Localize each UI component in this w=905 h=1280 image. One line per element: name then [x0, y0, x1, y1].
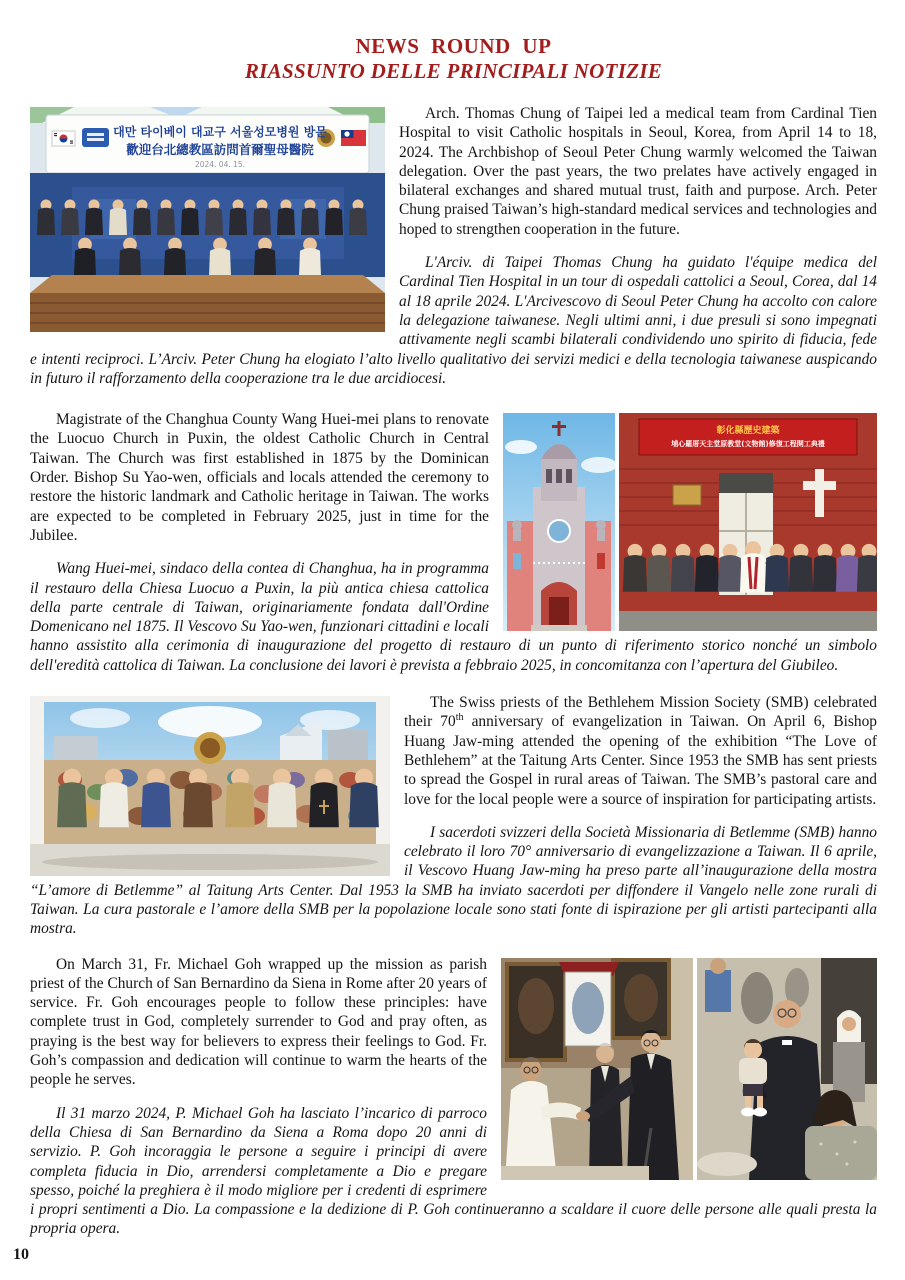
nun-figure — [833, 1010, 865, 1102]
news-3-english-pre: The Swiss priests of the Bethlehem Mission Society (SMB) celebrated their 70 — [404, 694, 877, 731]
news-4-italian: Il 31 marzo 2024, P. Michael Goh ha lasciato l’incarico di parroco della Chiesa di San Bernardino da Siena a Roma dopo 20 anni di servizio. P. Goh incoraggia le persone a seguire i principi di avere completa fiducia in Dio, arrendersi completamente a Dio e pregare spesso, poiché la preghiera è il modo migliore per i credenti di esprimere i propri sentimenti a Dio. La compassione e la dedizione di P. Goh continueranno a scaldare il cuore delle persone alle quali presta la propria opera. — [30, 1104, 877, 1238]
taiwan-flag-icon — [341, 130, 366, 146]
church-floor — [501, 1166, 649, 1180]
news-item-luocuo-church — [30, 410, 877, 675]
news-1-italian: L'Arciv. di Taipei Thomas Chung ha guidato l'équipe medica del Cardinal Tien Hospital in un tour di ospedali cattolici a Seoul, Corea, dal 14 al 18 aprile 2024. L'Arcivescovo di Seoul Peter Chung ha accolto con calore la delegazione taiwanese. Negli ultimi anni, i due presuli si sono impegnati attivamente negli scambi bilaterali condividendo uno spirito di fiducia, fede e intenti reciproci. L’Arciv. Peter Chung ha elogiato l’alto livello qualitativo dei servizi medici e della tecnologia taiwanese auspicando in futuro il rafforzamento della cooperazione tra le due arcidiocesi. — [30, 254, 877, 387]
banner-korean-text: 대만 타이베이 대교구 서울성모병원 방문 — [113, 125, 327, 139]
banner-chinese-text: 歡迎台北總教區訪問首爾聖母醫院 — [126, 142, 314, 157]
news-4-english: On March 31, Fr. Michael Goh wrapped up the mission as parish priest of the Church of San Bernardino da Siena in Rome after 20 years of service. Fr. Goh encourages people to follow these principles: have complete trust in God, completely surrender to God and pray often, as praying is the best way for believers to express their feelings to God. Fr. Goh’s compassion and dedication will continue to warm the hearts of the people he serves. — [30, 955, 487, 1089]
photo-church-facade — [503, 413, 615, 631]
page-title: NEWS ROUND UP — [355, 34, 552, 58]
photo-priest-with-child — [697, 958, 877, 1180]
news-item-seoul-visit — [30, 104, 877, 388]
photo-mural-group — [30, 696, 390, 876]
news-item-fr-goh — [30, 955, 877, 1239]
ceremony-banner — [639, 419, 857, 455]
photo-brick-ceremony — [619, 413, 877, 631]
photo-luocuo-pair — [503, 413, 877, 631]
hospital-logo-icon — [82, 128, 109, 147]
news-item-smb-anniversary — [30, 693, 877, 939]
news-3-italian: I sacerdoti svizzeri della Società Missionaria di Betlemme (SMB) hanno celebrato il loro 70° anniversario di evangelizzazione a Taiwan. Il 6 aprile, il Vescovo Huang Jaw-ming ha preso parte all’inaugurazione della mostra “L’amore di Betlemme” al Taitung Arts Center. Dal 1953 la SMB ha inviato sacerdoti per diffondere il Vangelo nelle zone rurali di Taiwan. La cura pastorale e l’amore della SMB per la popolazione locale sono stati fonte di ispirazione per gli artisti partecipanti alla mostra. — [30, 823, 877, 938]
conference-table — [30, 275, 385, 332]
page-number: 10 — [13, 1246, 29, 1263]
korea-flag-icon — [52, 131, 75, 146]
photo-seoul-group — [30, 107, 385, 332]
photo-goh-pair — [501, 958, 877, 1180]
news-2-english: Magistrate of the Changhua County Wang Huei-mei plans to renovate the Luocuo Church in Puxin, the oldest Catholic Church in Central Taiwan. The Church was first established in 1875 by the Dominican Order. Bishop Su Yao-wen, officials and locals attended the ceremony to restore the historic landmark and Catholic heritage in Taiwan. The works are expected to be completed in February 2025, just in time for the Jubilee. — [30, 411, 489, 544]
ground — [619, 611, 877, 631]
news-3-english-post: anniversary of evangelization in Taiwan. On April 6, Bishop Huang Jaw-ming attended the opening of the exhibition “The Love of Bethlehem” at the Taitung Arts Center. Since 1953 the SMB has sent priests to spread the Gospel in rural areas of Taiwan. The SMB’s pastoral care and love for the local people were a source of inspiration for participating artists. — [404, 713, 877, 808]
masthead — [30, 34, 877, 84]
page-subtitle: RIASSUNTO DELLE PRINCIPALI NOTIZIE — [244, 59, 663, 83]
stone-font — [697, 1152, 757, 1176]
plaque — [673, 485, 701, 505]
banner — [46, 115, 369, 173]
ceremony-banner-line1: 彰化縣歷史建築 — [716, 426, 780, 437]
news-2-italian: Wang Huei-mei, sindaco della contea di Changhua, ha in programma il restauro della Chiesa Luocuo a Puxin, la più antica chiesa cattolica della parte centrale di Taiwan, originariamente fondata dall'Ordine Domenicano nel 1875. Il Vescovo Su Yao-wen, funzionari cittadini e locali hanno assistito alla cerimonia di inaugurazione del progetto di restauro di un punto di riferimento storico nonché un simbolo dell'eredità cattolica di Taiwan. La conclusione dei lavori è prevista a febbraio 2025, in concomitanza con l’apertura del Giubileo. — [30, 560, 877, 674]
news-1-english: Arch. Thomas Chung of Taipei led a medical team from Cardinal Tien Hospital to visit Catholic hospitals in Seoul, Korea, from April 14 to 18, 2024. The Archbishop of Seoul Peter Chung warmly welcomed the Taiwan delegation. Over the past years, the two prelates have actively engaged in bilateral exchanges and shared mutual trust, faith and purpose. Arch. Peter Chung praised Taiwan’s high-standard medical services and technologies and hoped to strengthen cooperation in the future. — [399, 105, 877, 238]
news-3-english-ordinal: th — [455, 712, 464, 724]
banner-date-text: 2024. 04. 15. — [194, 160, 246, 169]
photo-handshake — [501, 958, 693, 1180]
ceremony-banner-line2: 埔心羅厝天主堂原教堂(文物館)修復工程開工典禮 — [671, 440, 825, 449]
